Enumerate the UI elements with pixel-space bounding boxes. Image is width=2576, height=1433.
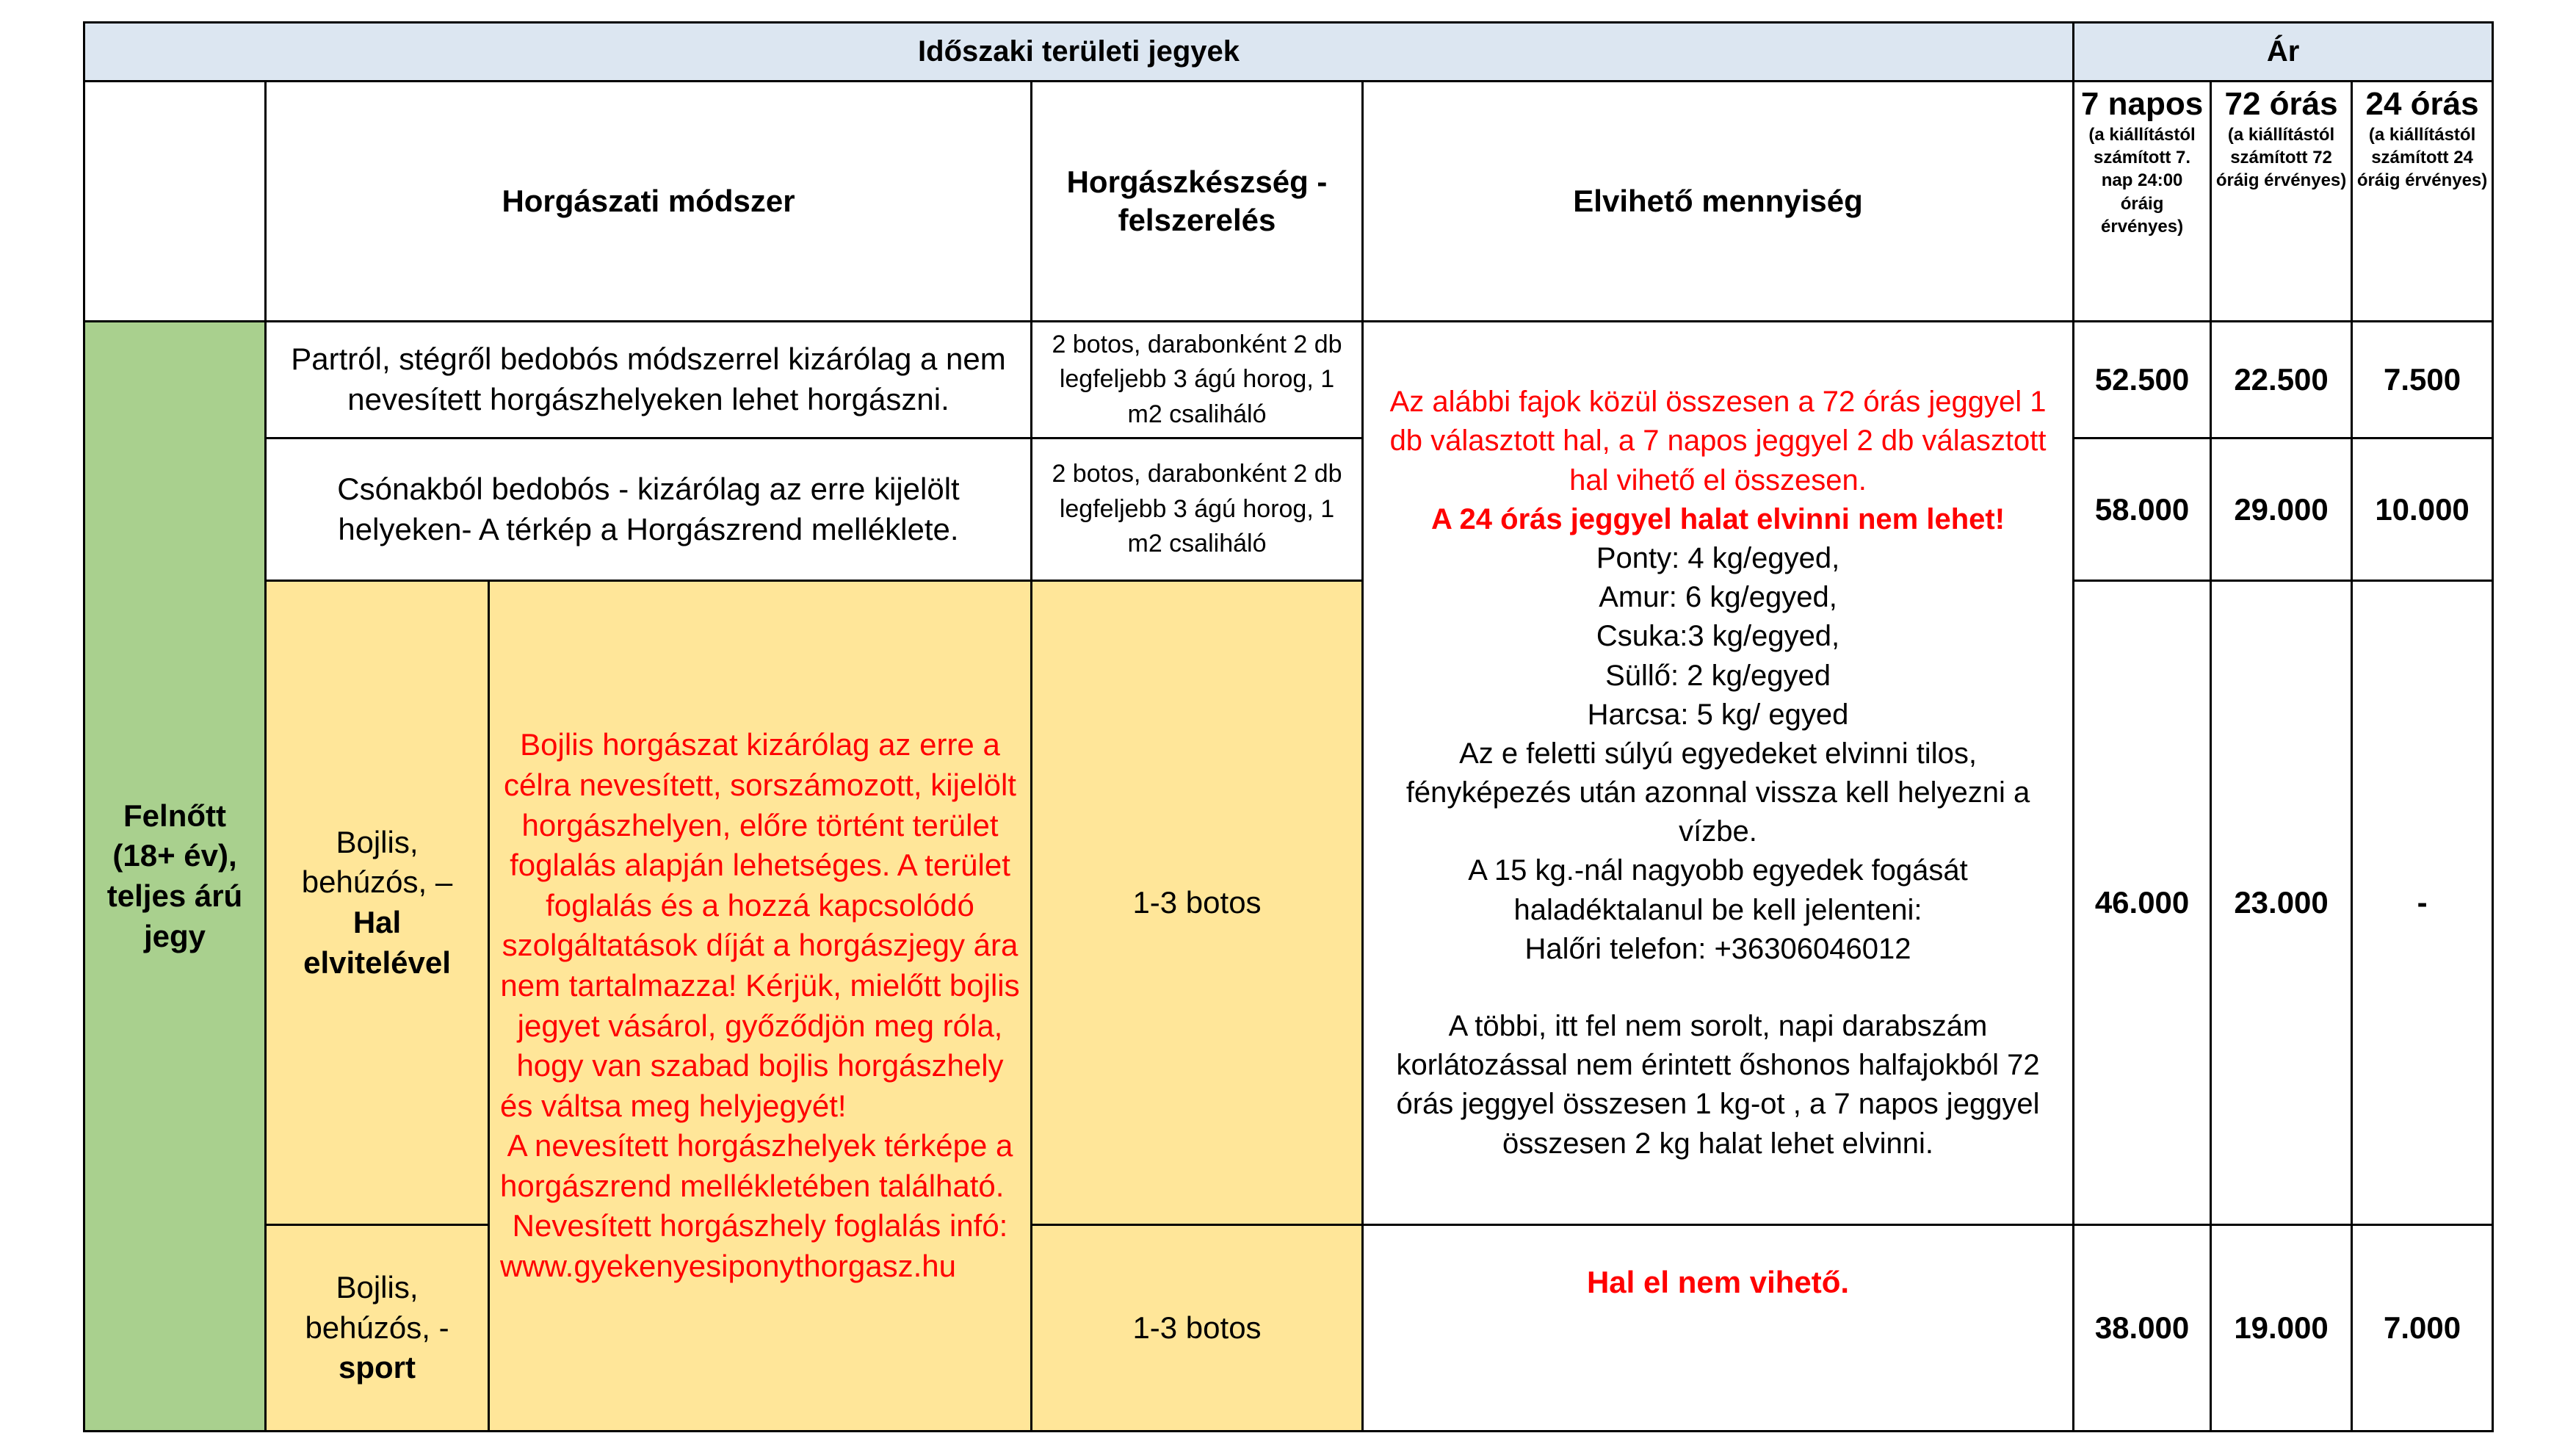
method-row-3: [266, 581, 489, 1225]
boilie-note-map: A nevesített horgászhelyek térképe a horgászrend mellékletében található.: [500, 1128, 1013, 1203]
price-col-24h-title: 24 órás: [2365, 86, 2479, 122]
gear-column-header: Horgászkészség - felszerelés: [1032, 82, 1363, 322]
quantity-red-intro: Az alábbi fajok közül összesen a 72 órás jeggyel 1 db választott hal, a 7 napos jeggyel 2 db választott hal vihető el összesen.: [1389, 386, 2047, 497]
price-row3-24h: -: [2352, 581, 2493, 1225]
price-col-header-7day: [2074, 82, 2211, 322]
price-table: [83, 21, 2494, 1432]
boilie-note: [489, 581, 1032, 1432]
gear-row-4: 1-3 botos: [1032, 1225, 1363, 1432]
gear-row-3: 1-3 botos: [1032, 581, 1363, 1225]
price-row2-7day: 58.000: [2074, 438, 2211, 581]
price-row1-7day: 52.500: [2074, 322, 2211, 438]
species-limit: Harcsa: 5 kg/ egyed: [1587, 698, 1849, 731]
price-row1-24h: 7.500: [2352, 322, 2493, 438]
gear-row-2: 2 botos, darabonként 2 db legfeljebb 3 ágú horog, 1 m2 csaliháló: [1032, 438, 1363, 581]
price-row3-72h: 23.000: [2211, 581, 2352, 1225]
price-row2-72h: 29.000: [2211, 438, 2352, 581]
method-row-1: Partról, stégről bedobós módszerrel kizárólag a nem nevesített horgászhelyeken lehet horgászni.: [266, 322, 1032, 438]
price-col-7day-title: 7 napos: [2080, 86, 2204, 122]
species-limit: Ponty: 4 kg/egyed,: [1596, 541, 1840, 574]
method-row-4-plain: Bojlis, behúzós, -: [305, 1270, 449, 1345]
price-col-24h-note: (a kiállítástól számított 24 óráig érvényes): [2356, 125, 2488, 191]
price-row4-7day: 38.000: [2074, 1225, 2211, 1432]
quantity-row-4: Hal el nem vihető.: [1363, 1225, 2074, 1432]
quantity-cell: [1363, 322, 2074, 1225]
boilie-note-rules: Bojlis horgászat kizárólag az erre a célra nevesített, sorszámozott, kijelölt horgászhelyen, előre történt terület foglalás alapján lehetséges. A terület foglalás és a hozzá kapcsolódó szolgáltatások díját a horgászjegy ára nem tartalmazza! Kérjük, mielőtt bojlis jegyet vásárol, győződjön meg róla, hogy van szabad bojlis horgászhely és váltsa meg helyjegyét!: [500, 727, 1020, 1123]
price-row4-72h: 19.000: [2211, 1225, 2352, 1432]
price-header: Ár: [2074, 23, 2493, 82]
boilie-note-booking: Nevesített horgászhely foglalás infó: www.gyekenyesiponythorgasz.hu: [500, 1208, 1008, 1284]
method-column-header: Horgászati módszer: [266, 82, 1032, 322]
method-row-4: [266, 1225, 489, 1432]
other-species-rule: A többi, itt fel nem sorolt, napi darabszám korlátozással nem érintett őshonos halfajokból 72 órás jeggyel összesen 1 kg-ot , a 7 napos jeggyel összesen 2 kg halat lehet elvinni.: [1396, 1010, 2040, 1160]
price-col-header-72h: [2211, 82, 2352, 322]
table-title: Időszaki területi jegyek: [84, 23, 2074, 82]
species-limit: Amur: 6 kg/egyed,: [1599, 581, 1837, 614]
empty-corner-cell: [84, 82, 266, 322]
species-limit: Süllő: 2 kg/egyed: [1605, 659, 1831, 692]
method-row-2: Csónakból bedobós - kizárólag az erre kijelölt helyeken- A térkép a Horgászrend melléklete.: [266, 438, 1032, 581]
price-row2-24h: 10.000: [2352, 438, 2493, 581]
weight-rule: Az e feletti súlyú egyedeket elvinni tilos, fényképezés után azonnal vissza kell helyezni a vízbe.: [1405, 737, 2030, 848]
category-cell: Felnőtt (18+ év), teljes árú jegy: [84, 322, 266, 1432]
price-row3-7day: 46.000: [2074, 581, 2211, 1225]
quantity-column-header: Elvihető mennyiség: [1363, 82, 2074, 322]
price-col-header-24h: [2352, 82, 2493, 322]
method-row-3-plain: Bojlis, behúzós, –: [301, 824, 453, 900]
price-col-72h-title: 72 órás: [2224, 86, 2338, 122]
method-row-4-bold: sport: [339, 1350, 416, 1385]
method-row-3-bold: Hal elvitelével: [303, 905, 451, 980]
warden-phone: Halőri telefon: +36306046012: [1524, 932, 1911, 965]
price-row4-24h: 7.000: [2352, 1225, 2493, 1432]
spacer: [1374, 969, 2062, 1007]
price-col-7day-note: (a kiállítástól számított 7. nap 24:00 óráig érvényes): [2088, 125, 2196, 237]
quantity-red-warning: A 24 órás jeggyel halat elvinni nem lehet!: [1431, 502, 2005, 535]
report-rule: A 15 kg.-nál nagyobb egyedek fogását haladéktalanul be kell jelenteni:: [1468, 854, 1968, 926]
species-limit: Csuka:3 kg/egyed,: [1596, 620, 1840, 653]
price-row1-72h: 22.500: [2211, 322, 2352, 438]
price-col-72h-note: (a kiállítástól számított 72 óráig érvényes): [2215, 125, 2347, 191]
gear-row-1: 2 botos, darabonként 2 db legfeljebb 3 ágú horog, 1 m2 csaliháló: [1032, 322, 1363, 438]
